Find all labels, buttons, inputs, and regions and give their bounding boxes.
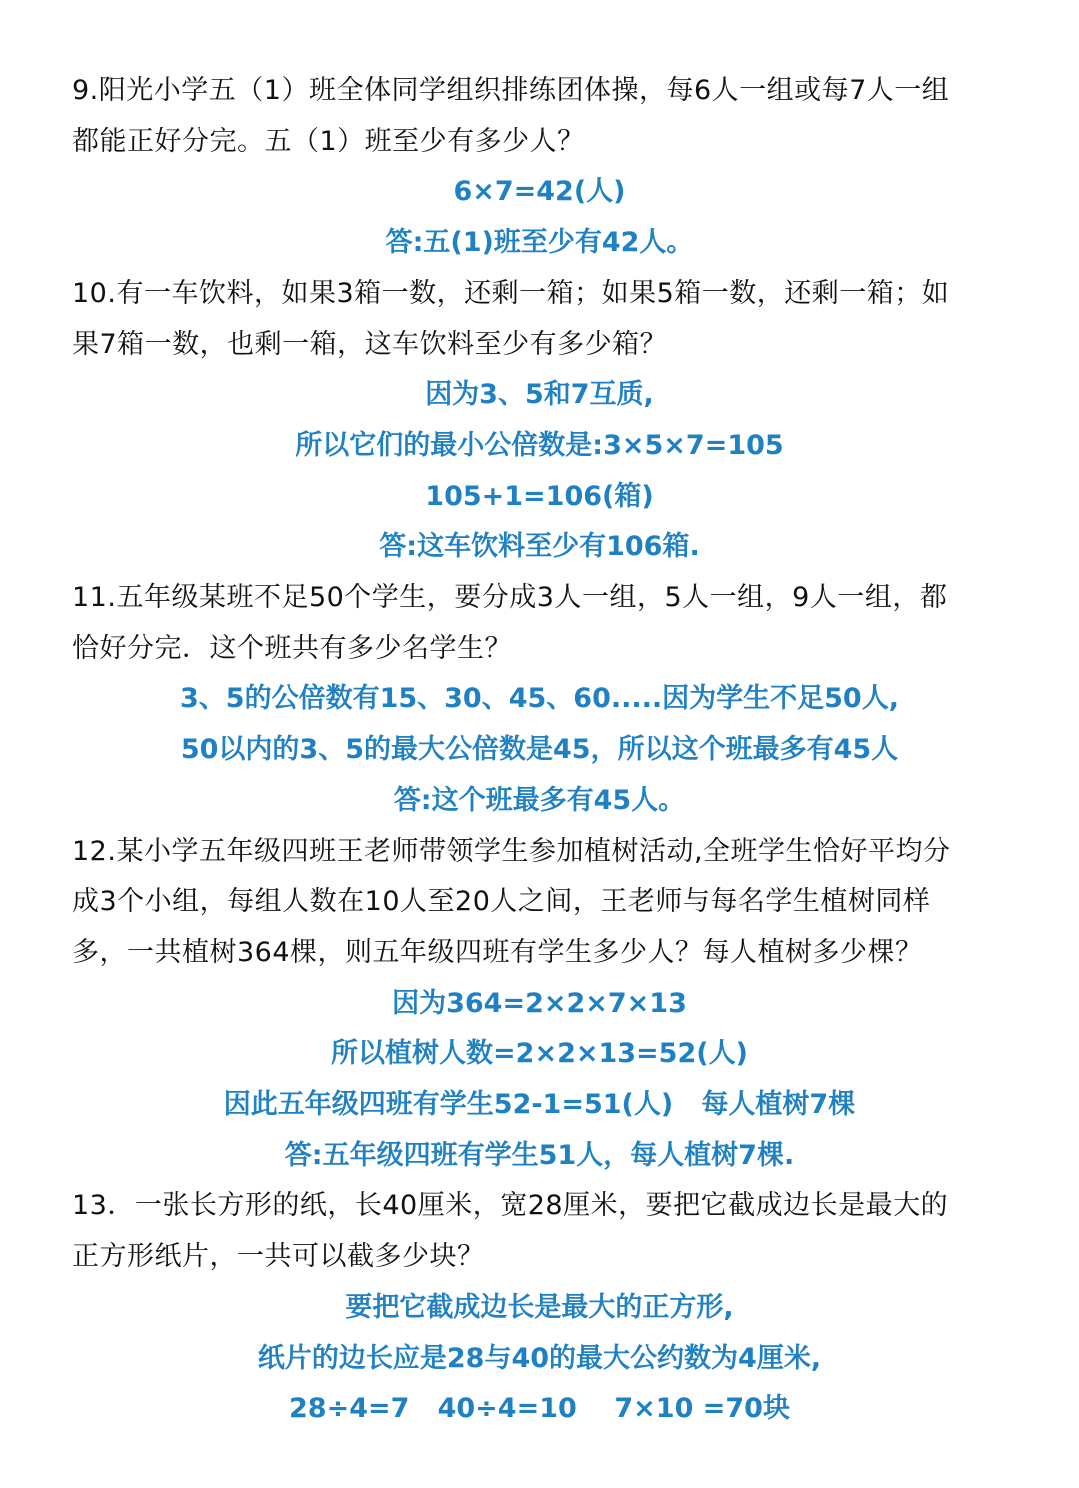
- question-line: 正方形纸片，一共可以截多少块？: [72, 1241, 485, 1273]
- problem-10: [72, 269, 1007, 573]
- solution-line: 105+1=106(箱): [425, 480, 654, 512]
- question-line: 12.某小学五年级四班王老师带领学生参加植树活动,全班学生恰好平均分: [72, 835, 951, 867]
- question-line: 多，一共植树364棵，则五年级四班有学生多少人？每人植树多少棵？: [72, 936, 923, 968]
- solution-line: 纸片的边长应是28与40的最大公约数为4厘米,: [257, 1342, 822, 1374]
- answer-line: 答:这个班最多有45人。: [393, 784, 686, 816]
- question-line: 11.五年级某班不足50个学生，要分成3人一组，5人一组，9人一组，都: [72, 582, 948, 614]
- problem-11: [72, 573, 1007, 827]
- question-line: 恰好分完．这个班共有多少名学生？: [72, 632, 512, 664]
- solution-line: 要把它截成边长是最大的正方形,: [345, 1291, 734, 1323]
- solution-line: 3、5的公倍数有15、30、45、60.....因为学生不足50人,: [180, 683, 899, 715]
- problem-13: [72, 1181, 1007, 1435]
- problem-12: [72, 827, 1007, 1182]
- question-line: 果7箱一数，也剩一箱，这车饮料至少有多少箱？: [72, 328, 668, 360]
- question-line: 都能正好分完。五（1）班至少有多少人？: [72, 125, 585, 157]
- question-line: 成3个小组，每组人数在10人至20人之间，王老师与每名学生植树同样: [72, 886, 931, 918]
- solution-line: 50以内的3、5的最大公倍数是45，所以这个班最多有45人: [180, 734, 899, 766]
- solution-line: 因为364=2×2×7×13: [392, 987, 687, 1019]
- solution-line: 所以它们的最小公倍数是:3×5×7=105: [295, 429, 784, 461]
- question-line: 13．一张长方形的纸，长40厘米，宽28厘米，要把它截成边长是最大的: [72, 1190, 949, 1222]
- question-line: 10.有一车饮料，如果3箱一数，还剩一箱；如果5箱一数，还剩一箱；如: [72, 277, 950, 309]
- question-line: 9.阳光小学五（1）班全体同学组织排练团体操，每6人一组或每7人一组: [72, 75, 950, 106]
- answer-line: 答:这车饮料至少有106箱.: [379, 531, 700, 563]
- solution-line: 因为3、5和7互质,: [425, 379, 654, 411]
- answer-line: 答:五年级四班有学生51人，每人植树7棵.: [284, 1139, 795, 1171]
- problem-9: [72, 66, 1007, 269]
- answer-line: 答:五(1)班至少有42人。: [385, 227, 694, 259]
- solution-line: 所以植树人数=2×2×13=52(人): [331, 1038, 748, 1070]
- solution-line: 因此五年级四班有学生52-1=51(人) 每人植树7棵: [223, 1089, 856, 1121]
- solution-line: 6×7=42(人): [453, 176, 626, 208]
- solution-line: 28÷4=7 40÷4=10 7×10 =70块: [289, 1393, 790, 1425]
